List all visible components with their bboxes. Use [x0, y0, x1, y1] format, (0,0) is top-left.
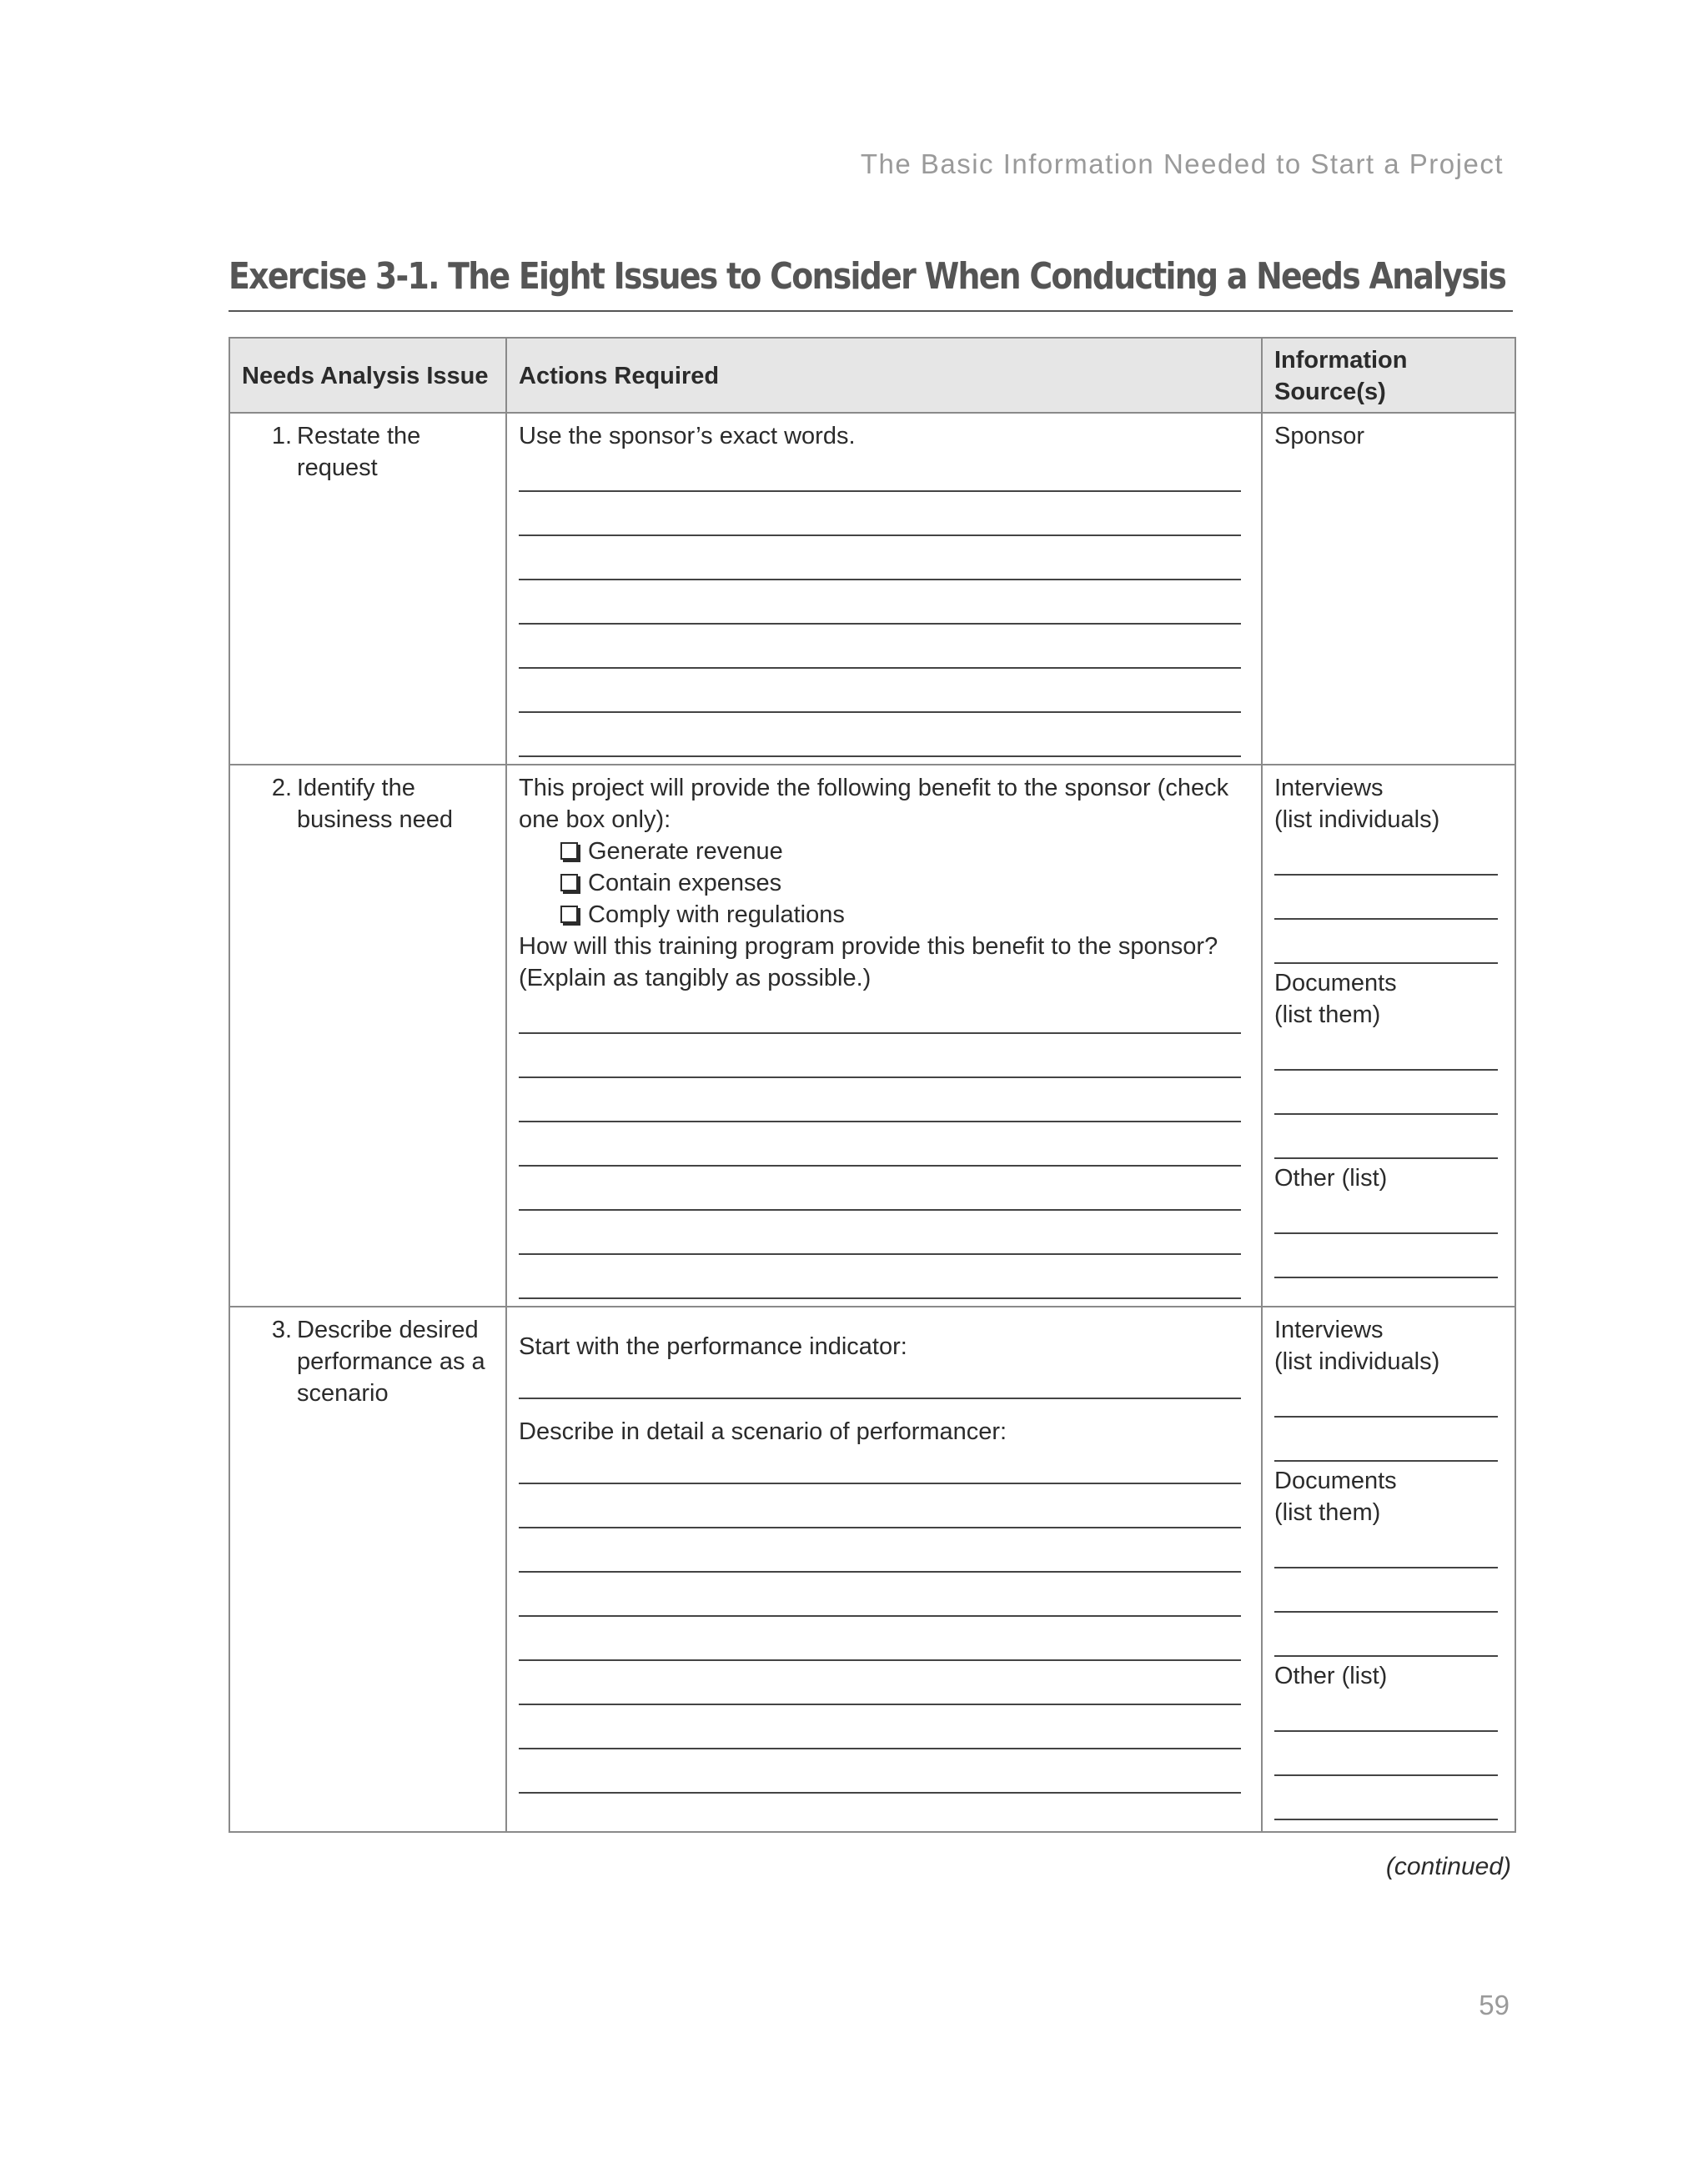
source-other: Other (list): [1274, 1663, 1388, 1689]
answer-line[interactable]: [519, 625, 1241, 669]
issue-cell: [229, 1307, 506, 1832]
source-documents: Documents: [1274, 1468, 1397, 1494]
answer-line[interactable]: [519, 1661, 1241, 1705]
source-sponsor: Sponsor: [1274, 423, 1365, 449]
answer-line[interactable]: [519, 1528, 1241, 1573]
source-line[interactable]: [1274, 1071, 1498, 1115]
answer-line[interactable]: [519, 536, 1241, 580]
issue-text: Restate the request: [297, 423, 421, 481]
source-documents: Documents: [1274, 970, 1397, 996]
issue-cell: [229, 765, 506, 1307]
table-row: [229, 765, 1515, 1307]
source-line[interactable]: [1274, 1378, 1498, 1418]
answer-line[interactable]: [519, 1617, 1241, 1661]
source-line[interactable]: [1274, 876, 1498, 920]
table-row: [229, 1307, 1515, 1832]
table-header-row: [229, 338, 1515, 413]
benefit-question: How will this training program provide this benefit to the sponsor? (Explain as tangibly as possible.): [519, 933, 1218, 991]
continued-note: (continued): [1385, 1853, 1511, 1880]
issue-number: 2.: [271, 775, 292, 801]
source-line[interactable]: [1274, 1115, 1498, 1159]
performance-indicator-prompt: Start with the performance indicator:: [519, 1333, 907, 1360]
scenario-prompt: Describe in detail a scenario of performancer:: [519, 1418, 1007, 1445]
source-interviews: Interviews: [1274, 1317, 1384, 1343]
page-number: 59: [1479, 1990, 1510, 2020]
answer-line[interactable]: [519, 1255, 1241, 1299]
actions-cell: [506, 765, 1262, 1307]
actions-cell: [506, 413, 1262, 765]
issue-number: 1.: [271, 423, 292, 449]
source-interviews-note: (list individuals): [1274, 1348, 1440, 1375]
source-line[interactable]: [1274, 1031, 1498, 1071]
exercise-title: Exercise 3-1. The Eight Issues to Consider When Conducting a Needs Analysis: [229, 255, 1506, 298]
source-line[interactable]: [1274, 836, 1498, 876]
source-documents-note: (list them): [1274, 1001, 1381, 1028]
issue-cell: [229, 413, 506, 765]
sources-cell: [1262, 765, 1515, 1307]
sources-cell: [1262, 413, 1515, 765]
benefit-intro: This project will provide the following benefit to the sponsor (check one box only):: [519, 775, 1229, 833]
needs-analysis-table: [229, 337, 1516, 1833]
answer-line[interactable]: [519, 1573, 1241, 1617]
option-contain-expenses[interactable]: Contain expenses: [519, 867, 1249, 899]
answer-line[interactable]: [519, 1484, 1241, 1528]
checkbox-icon[interactable]: [560, 906, 578, 923]
source-documents-note: (list them): [1274, 1499, 1381, 1526]
source-line[interactable]: [1274, 1692, 1498, 1732]
answer-line[interactable]: [519, 713, 1241, 757]
column-header-actions: Actions Required: [506, 338, 1262, 413]
sources-cell: [1262, 1307, 1515, 1832]
answer-line[interactable]: [519, 1448, 1241, 1484]
title-rule: [229, 310, 1513, 312]
column-header-sources: Information Source(s): [1262, 338, 1515, 413]
answer-line[interactable]: [519, 492, 1241, 536]
answer-line[interactable]: [519, 1122, 1241, 1167]
issue-number: 3.: [271, 1317, 292, 1343]
source-line[interactable]: [1274, 1613, 1498, 1657]
issue-text: Describe desired performance as a scenario: [297, 1317, 485, 1407]
answer-line[interactable]: [519, 1078, 1241, 1122]
checkbox-icon[interactable]: [560, 842, 578, 860]
source-line[interactable]: [1274, 1732, 1498, 1776]
answer-line[interactable]: [519, 669, 1241, 713]
answer-line[interactable]: [519, 452, 1241, 492]
option-comply-with-regulations[interactable]: Comply with regulations: [519, 899, 1249, 931]
column-header-issue: Needs Analysis Issue: [229, 338, 506, 413]
source-other: Other (list): [1274, 1165, 1388, 1192]
option-generate-revenue[interactable]: Generate revenue: [519, 836, 1249, 867]
answer-line[interactable]: [519, 1749, 1241, 1794]
source-line[interactable]: [1274, 1418, 1498, 1462]
answer-line[interactable]: [519, 1363, 1241, 1399]
checkbox-icon[interactable]: [560, 874, 578, 891]
source-interviews: Interviews: [1274, 775, 1384, 801]
answer-line[interactable]: [519, 1034, 1241, 1078]
running-head: The Basic Information Needed to Start a Project: [860, 148, 1504, 179]
actions-cell: [506, 1307, 1262, 1832]
source-line[interactable]: [1274, 1194, 1498, 1234]
answer-line[interactable]: [519, 1705, 1241, 1749]
answer-line[interactable]: [519, 580, 1241, 625]
source-line[interactable]: [1274, 920, 1498, 964]
table-row: [229, 413, 1515, 765]
answer-line[interactable]: [519, 1211, 1241, 1255]
actions-text: Use the sponsor’s exact words.: [519, 423, 856, 449]
issue-text: Identify the business need: [297, 775, 454, 833]
source-line[interactable]: [1274, 1776, 1498, 1820]
source-line[interactable]: [1274, 1568, 1498, 1613]
source-interviews-note: (list individuals): [1274, 806, 1440, 833]
answer-line[interactable]: [519, 994, 1241, 1034]
source-line[interactable]: [1274, 1528, 1498, 1568]
answer-line[interactable]: [519, 1167, 1241, 1211]
source-line[interactable]: [1274, 1234, 1498, 1278]
